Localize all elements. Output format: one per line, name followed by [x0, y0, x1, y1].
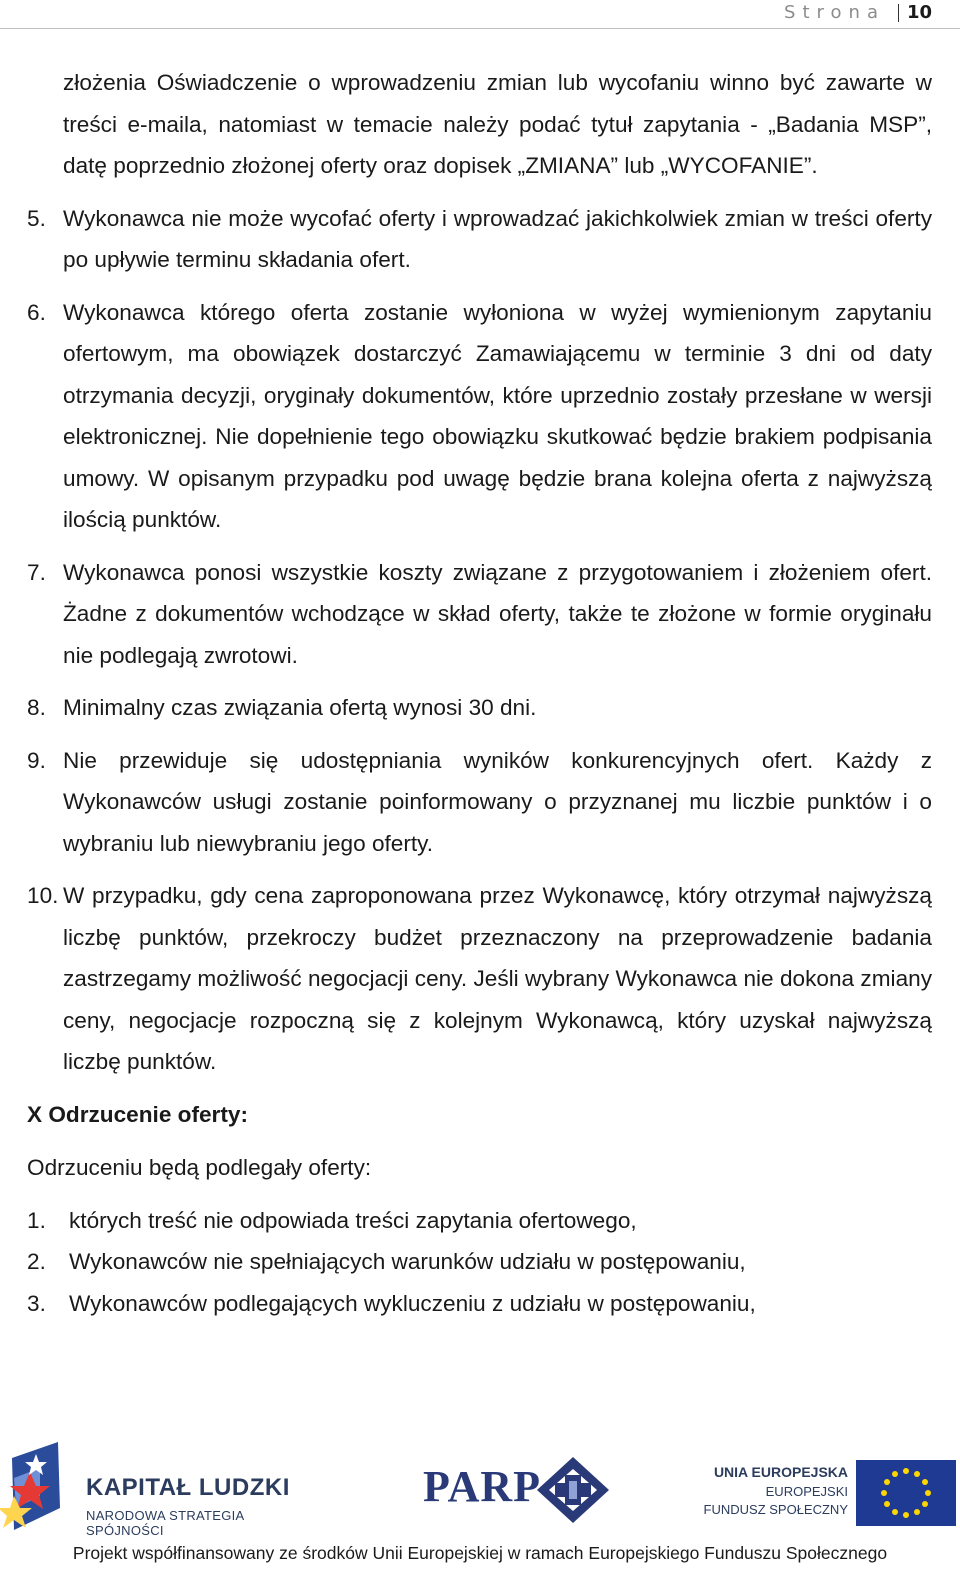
item-text: Wykonawca którego oferta zostanie wyłoniona w wyżej wymienionym zapytaniu ofertowym, ma obowiązek dostarczyć Zamawiającemu w terminie 3 dni od daty otrzymania decyzji, oryginały dokumentów, które uprzednio zostały przesłane w wersji elektronicznej. Nie dopełnienie tego obowiązku skutkować będzie brakiem podpisania umowy. W opisanym przypadku pod uwagę będzie brana kolejna oferta z najwyższą ilością punktów.: [63, 299, 932, 532]
item-text: Minimalny czas związania ofertą wynosi 30 dni.: [63, 695, 537, 720]
eu-line3: FUNDUSZ SPOŁECZNY: [703, 1502, 848, 1517]
rejection-list: [27, 1200, 932, 1325]
parp-logo: [423, 1455, 623, 1530]
kapital-ludzki-emblem-icon: [0, 1438, 80, 1538]
item-text: Nie przewiduje się udostępniania wyników konkurencyjnych ofert. Każdy z Wykonawców usługi zostanie poinformowany o przyznanej mu liczbie punktów i o wybraniu lub niewybraniu jego oferty.: [63, 747, 932, 856]
footer-logos: [0, 1430, 960, 1540]
item-text: W przypadku, gdy cena zaproponowana przez Wykonawcę, który otrzymał najwyższą liczbę punktów, przekroczy budżet przeznaczony na przeprowadzenie badania zastrzegamy możliwość negocjacji ceny. Jeśli wybrany Wykonawca nie dokona zmiany ceny, negocjacje rozpoczną się z kolejnym Wykonawcą, który uzyskał najwyższą liczbę punktów.: [63, 883, 932, 1074]
item-number: 10.: [27, 883, 59, 908]
kl-subtitle: NARODOWA STRATEGIA SPÓJNOŚCI: [86, 1508, 244, 1538]
list-item: [27, 875, 932, 1083]
section-heading: X Odrzucenie oferty:: [27, 1101, 248, 1127]
item-text: których treść nie odpowiada treści zapytania ofertowego,: [69, 1207, 637, 1233]
eu-flag-icon: [856, 1460, 956, 1526]
item-number: 2.: [27, 1249, 46, 1274]
list-item: [27, 198, 932, 281]
item-text: Wykonawców nie spełniających warunków udziału w postępowaniu,: [69, 1249, 746, 1274]
item-number: 5.: [27, 205, 46, 231]
document-body: [27, 62, 932, 1324]
item-number: 3.: [27, 1290, 46, 1316]
kl-title: KAPITAŁ LUDZKI: [86, 1474, 290, 1501]
page-divider: [898, 4, 899, 22]
item-text: Wykonawców podlegających wykluczeniu z udziału w postępowaniu,: [69, 1290, 756, 1316]
eu-efs-logo: [700, 1460, 960, 1540]
list-item: [27, 1283, 932, 1325]
list-item: [27, 1241, 932, 1283]
item-number: 7.: [27, 559, 46, 585]
page-label: Strona: [784, 2, 885, 23]
section-intro: Odrzuceniu będą podlegały oferty:: [27, 1155, 372, 1180]
cofinancing-note: Projekt współfinansowany ze środków Unii Europejskiej w ramach Europejskiego Funduszu Społecznego: [72, 1543, 888, 1563]
parp-emblem-icon: [535, 1455, 611, 1525]
parp-wordmark: PARP: [423, 1462, 542, 1511]
page-header: [0, 0, 960, 29]
item-text: Wykonawca ponosi wszystkie koszty związane z przygotowaniem i złożeniem ofert. Żadne z dokumentów wchodzące w skład oferty, także te złożone w formie oryginału nie podlegają zwrotowi.: [63, 559, 932, 668]
item-number: 1.: [27, 1207, 46, 1233]
list-item: [27, 687, 932, 729]
page-number: 10: [906, 2, 932, 23]
item-number: 8.: [27, 695, 46, 720]
continuation-paragraph: złożenia Oświadczenie o wprowadzeniu zmian lub wycofaniu winno być zawarte w treści e-maila, natomiast w temacie należy podać tytuł zapytania - „Badania MSP”, datę poprzednio złożonej oferty oraz dopisek „ZMIANA” lub „WYCOFANIE”.: [63, 70, 932, 178]
item-number: 6.: [27, 299, 46, 325]
item-number: 9.: [27, 747, 46, 773]
eu-line2: EUROPEJSKI: [765, 1484, 848, 1499]
list-item: [27, 740, 932, 865]
kapital-ludzki-logo: [0, 1438, 300, 1538]
list-item: [27, 1200, 932, 1242]
item-text: Wykonawca nie może wycofać oferty i wprowadzać jakichkolwiek zmian w treści oferty po upływie terminu składania ofert.: [63, 205, 932, 272]
list-item: [27, 292, 932, 541]
list-item: [27, 552, 932, 677]
eu-line1: UNIA EUROPEJSKA: [713, 1464, 848, 1480]
